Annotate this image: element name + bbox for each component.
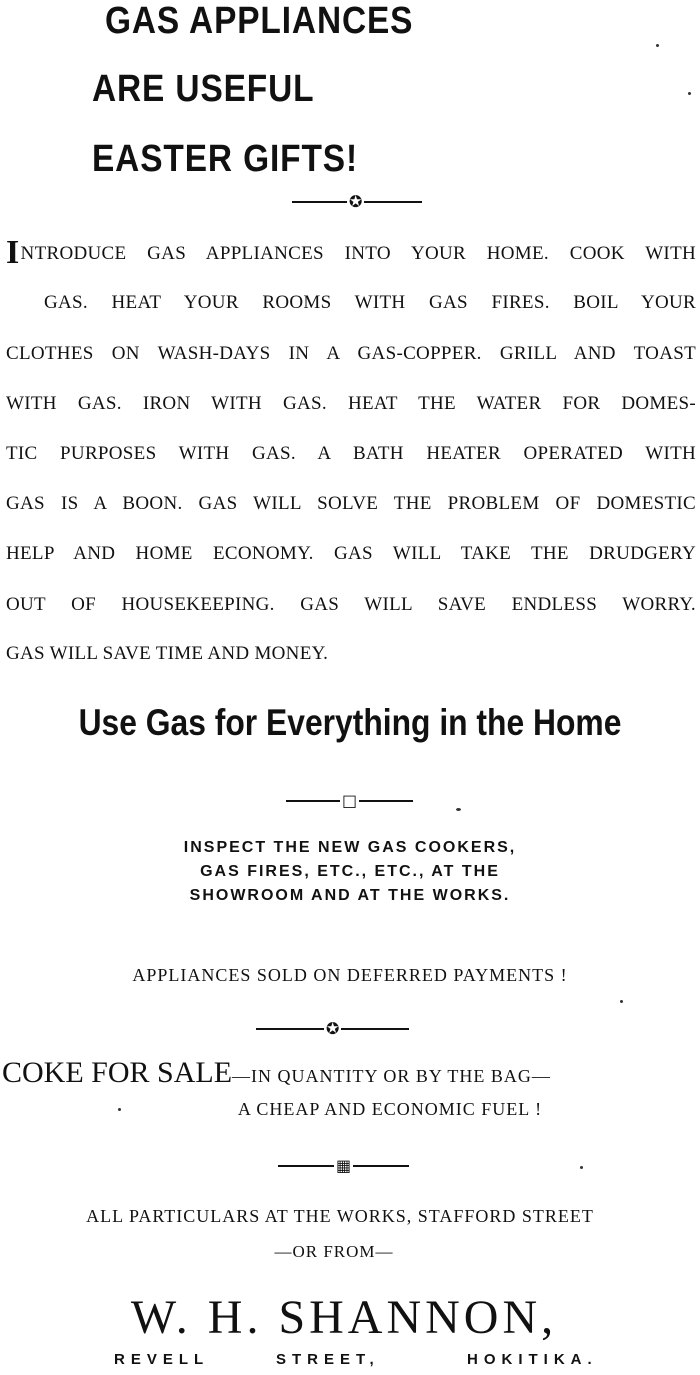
body-line-1 [6,234,696,271]
divider-star-2 [256,1021,409,1037]
print-speck [688,92,691,95]
coke-line [2,1056,551,1090]
print-speck [656,44,659,47]
headline-line-2: ARE USEFUL [92,68,315,110]
divider-grid [278,1158,409,1174]
coke-detail: —IN QUANTITY OR BY THE BAG— [232,1066,551,1086]
body-line-9: GAS WILL SAVE TIME AND MONEY. [6,643,329,664]
body-line-2: GAS. HEAT YOUR ROOMS WITH GAS FIRES. BOIL YOUR [44,292,696,313]
print-speck [580,1166,583,1169]
inspect-line-2: GAS FIRES, ETC., ETC., AT THE [200,863,500,880]
address-town: HOKITIKA. [467,1351,598,1368]
or-from-line: —OR FROM— [274,1242,394,1261]
body-line-7: HELP AND HOME ECONOMY. GAS WILL TAKE THE DRUDGERY [6,543,696,564]
proprietor-name: W. H. SHANNON, [130,1291,558,1344]
body-line-4: WITH GAS. IRON WITH GAS. HEAT THE WATER FOR DOMES- [6,393,696,414]
square-ornament-icon: □ [342,791,358,810]
star-ornament-icon-2: ✪ [326,1019,340,1038]
slogan: Use Gas for Everything in the Home [78,702,622,743]
deferred-payments-note: APPLIANCES SOLD ON DEFERRED PAYMENTS ! [132,965,568,985]
divider-star [292,194,422,210]
coke-subline: A CHEAP AND ECONOMIC FUEL ! [237,1099,543,1119]
body-line-1-text: NTRODUCE GAS APPLIANCES INTO YOUR HOME. COOK WITH [20,243,696,264]
divider-square [286,793,413,809]
drop-cap: I [6,234,20,271]
body-line-6: GAS IS A BOON. GAS WILL SOLVE THE PROBLEM OF DOMESTIC [6,493,696,514]
star-ornament-icon: ✪ [349,192,363,211]
print-speck [118,1108,121,1111]
coke-headline: COKE FOR SALE [2,1056,233,1089]
inspect-line-3: SHOWROOM AND AT THE WORKS. [189,887,511,904]
print-speck [620,1000,623,1003]
address-street-word: STREET, [276,1351,380,1368]
body-line-8: OUT OF HOUSEKEEPING. GAS WILL SAVE ENDLESS WORRY. [6,594,696,615]
print-speck [456,808,461,811]
address-line [0,1351,700,1375]
body-line-3: CLOTHES ON WASH-DAYS IN A GAS-COPPER. GRILL AND TOAST [6,343,696,364]
particulars-line: ALL PARTICULARS AT THE WORKS, STAFFORD STREET [86,1206,594,1226]
body-line-5: TIC PURPOSES WITH GAS. A BATH HEATER OPERATED WITH [6,443,696,464]
inspect-line-1: INSPECT THE NEW GAS COOKERS, [183,839,517,856]
address-street-name: REVELL [114,1351,210,1368]
grid-ornament-icon: ▦ [336,1156,352,1175]
headline-line-3: EASTER GIFTS! [92,138,358,180]
inspect-block [0,836,700,908]
headline-line-1: GAS APPLIANCES [105,0,414,42]
